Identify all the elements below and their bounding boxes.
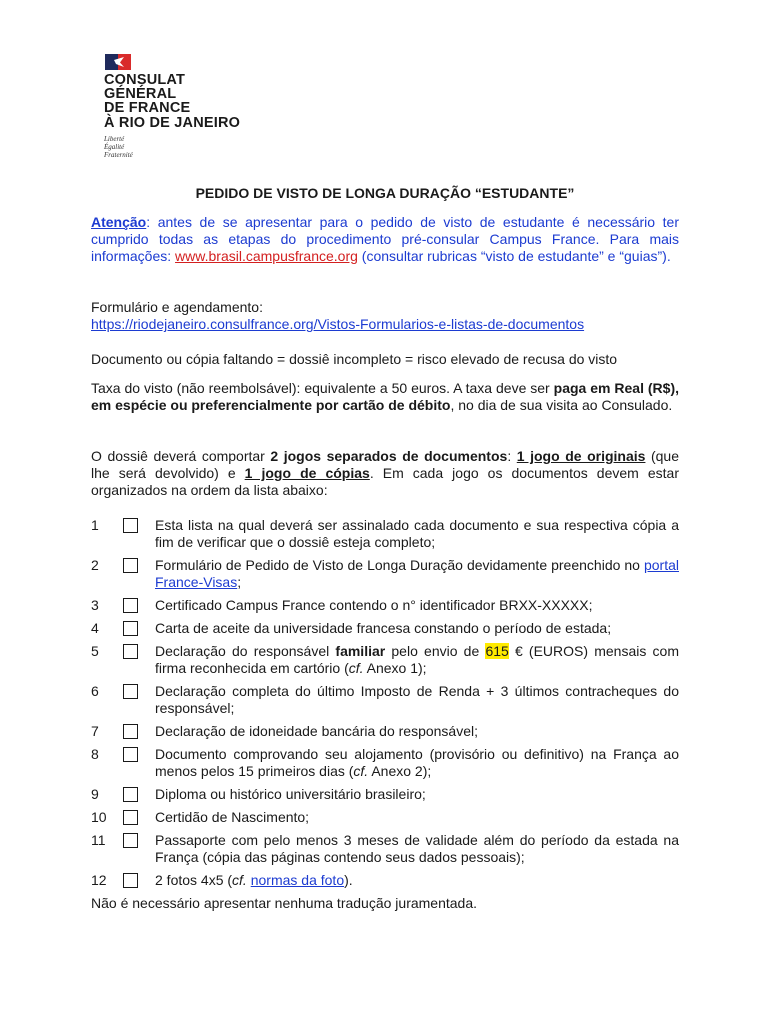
checkbox[interactable] xyxy=(123,621,138,636)
marianne-icon xyxy=(105,54,131,70)
checklist-item-10 xyxy=(91,809,679,826)
item-text xyxy=(155,746,679,780)
item-number: 3 xyxy=(91,597,99,613)
item-text: Certificado Campus France contendo o n° identificador BRXX-XXXXX; xyxy=(155,597,593,613)
item-number: 7 xyxy=(91,723,99,739)
checklist-item-5 xyxy=(91,643,679,677)
motto-line: Fraternité xyxy=(104,150,133,159)
item-number: 8 xyxy=(91,746,99,762)
originals-set: 1 jogo de originais xyxy=(516,448,646,464)
fee-paragraph xyxy=(91,380,679,414)
item-text-part: Formulário de Pedido de Visto de Longa Duração devidamente preenchido no xyxy=(155,557,644,573)
logo-line: DE FRANCE xyxy=(104,100,191,117)
attention-label: Atenção xyxy=(91,214,147,230)
item-number: 9 xyxy=(91,786,99,802)
incomplete-warning: Documento ou cópia faltando = dossiê incompleto = risco elevado de recusa do visto xyxy=(91,351,618,367)
checkbox[interactable] xyxy=(123,810,138,825)
checkbox[interactable] xyxy=(123,724,138,739)
dossier-text: : xyxy=(507,448,517,464)
item-number: 6 xyxy=(91,683,99,699)
item-italic: cf. xyxy=(348,660,364,676)
fee-text: Taxa do visto (não reembolsável): equivalente a 50 euros. A taxa deve ser xyxy=(91,380,554,396)
checkbox[interactable] xyxy=(123,684,138,699)
item-number: 12 xyxy=(91,872,107,888)
checklist-item-2 xyxy=(91,557,679,591)
checklist-item-11 xyxy=(91,832,679,866)
copies-set: 1 jogo de cópias xyxy=(244,465,370,481)
item-number: 10 xyxy=(91,809,107,825)
item-text: Esta lista na qual deverá ser assinalado cada documento e sua respectiva cópia a fim de verificar que o dossiê esteja completo; xyxy=(155,517,679,550)
item-text: Diploma ou histórico universitário brasileiro; xyxy=(155,786,426,802)
item-text: Certidão de Nascimento; xyxy=(155,809,310,825)
fee-text-end: , no dia de sua visita ao Consulado. xyxy=(450,397,673,413)
consulate-logo xyxy=(104,54,264,159)
checkbox[interactable] xyxy=(123,747,138,762)
form-label: Formulário e agendamento: xyxy=(91,299,263,315)
item-text-part: 2 fotos 4x5 ( xyxy=(155,872,233,888)
page-title: PEDIDO DE VISTO DE LONGA DURAÇÃO “ESTUDANTE” xyxy=(195,185,575,201)
logo-line: GÉNÉRAL xyxy=(104,86,177,103)
footer-note: Não é necessário apresentar nenhuma tradução juramentada. xyxy=(91,895,478,911)
item-text: Carta de aceite da universidade francesa constando o período de estada; xyxy=(155,620,612,636)
item-text: Passaporte com pelo menos 3 meses de validade além do período da estada na França (cópia das páginas contendo seus dados pessoais); xyxy=(155,832,679,865)
item-text-part: Documento comprovando seu alojamento (provisório ou definitivo) na França ao menos pelos 15 primeiros dias ( xyxy=(155,746,679,779)
checklist-item-6 xyxy=(91,683,679,717)
item-text-part: ). xyxy=(344,872,353,888)
item-text-part: Anexo 1); xyxy=(363,660,427,676)
item-number: 1 xyxy=(91,517,99,533)
logo-line: À RIO DE JANEIRO xyxy=(104,114,241,131)
campusfrance-link[interactable]: www.brasil.campusfrance.org xyxy=(175,248,358,264)
dossier-text: . Em cada jogo os documentos devem estar organizados na ordem da lista abaixo: xyxy=(91,465,679,498)
dossier-bold: 2 jogos separados de documentos xyxy=(270,448,508,464)
item-number: 2 xyxy=(91,557,99,573)
item-bold: familiar xyxy=(335,643,386,659)
item-number: 11 xyxy=(91,832,106,848)
checklist-item-8 xyxy=(91,746,679,780)
forms-link[interactable]: https://riodejaneiro.consulfrance.org/Vistos-Formularios-e-listas-de-documentos xyxy=(91,316,585,332)
item-italic: cf. xyxy=(232,872,247,888)
checklist-item-12 xyxy=(91,872,679,889)
checklist-item-7 xyxy=(91,723,679,740)
item-text xyxy=(155,557,679,591)
item-text: Declaração completa do último Imposto de Renda + 3 últimos contracheques do responsável; xyxy=(155,683,679,716)
france-visas-link[interactable]: portal France-Visas xyxy=(155,557,679,590)
item-text-part: pelo envio de xyxy=(385,643,486,659)
item-italic: cf. xyxy=(353,763,369,779)
checklist-item-1 xyxy=(91,517,679,551)
attention-text: : antes de se apresentar para o pedido de visto de estudante é necessário ter cumprido todas as etapas do procedimento pré-consular Campus France. Para mais informações: xyxy=(91,214,679,264)
checkbox[interactable] xyxy=(123,644,138,659)
attention-notice xyxy=(91,214,679,265)
item-text-part: € (EUROS) mensais com firma reconhecida em cartório ( xyxy=(155,643,679,676)
logo-title xyxy=(104,73,264,130)
dossier-paragraph xyxy=(91,448,679,499)
item-number: 4 xyxy=(91,620,99,636)
motto-line: Liberté xyxy=(104,134,125,143)
item-number: 5 xyxy=(91,643,99,659)
checkbox[interactable] xyxy=(123,558,138,573)
item-text-part: ; xyxy=(237,574,242,590)
logo-line: CONSULAT xyxy=(104,72,186,88)
fee-bold: paga em Real (R$), em espécie ou preferencialmente por cartão de débito xyxy=(91,380,680,413)
form-section xyxy=(91,299,679,333)
highlighted-amount: 615 xyxy=(485,643,509,659)
checkbox[interactable] xyxy=(123,873,138,888)
checkbox[interactable] xyxy=(123,833,138,848)
attention-text-end: (consultar rubricas “visto de estudante” e “guias”). xyxy=(357,248,671,264)
logo-motto xyxy=(104,135,264,159)
item-text xyxy=(155,872,679,889)
item-text-part: Anexo 2); xyxy=(368,763,432,779)
checklist-item-9 xyxy=(91,786,679,803)
document-checklist xyxy=(91,517,679,912)
dossier-text: O dossiê deverá comportar xyxy=(91,448,271,464)
checklist-item-3 xyxy=(91,597,679,614)
photo-standards-link[interactable]: normas da foto xyxy=(250,872,345,888)
item-text: Declaração de idoneidade bancária do responsável; xyxy=(155,723,478,739)
item-text xyxy=(155,643,679,677)
motto-line: Égalité xyxy=(104,142,125,151)
checkbox[interactable] xyxy=(123,518,138,533)
dossier-text: (que lhe será devolvido) e xyxy=(91,448,680,481)
checkbox[interactable] xyxy=(123,787,138,802)
checkbox[interactable] xyxy=(123,598,138,613)
checklist-item-4 xyxy=(91,620,679,637)
item-text-part: Declaração do responsável xyxy=(155,643,336,659)
